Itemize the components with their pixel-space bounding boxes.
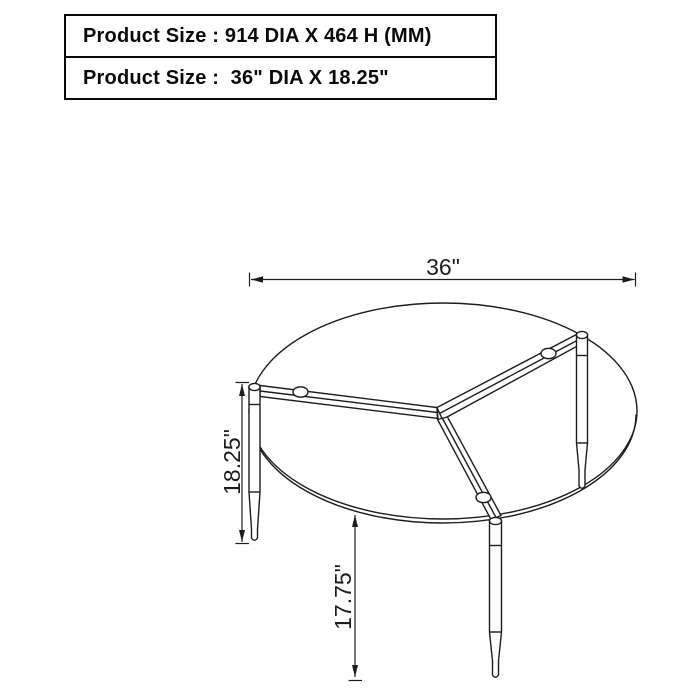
arrow-left-icon xyxy=(251,276,263,282)
dimension-annotations xyxy=(236,273,636,681)
leg-front-body xyxy=(490,521,502,677)
arrow-down-icon xyxy=(239,530,245,542)
leg-right-body xyxy=(577,335,588,488)
leg-front xyxy=(490,517,502,677)
table-height-label: 18.25" xyxy=(219,429,245,495)
spec-row-metric: Product Size : 914 DIA X 464 H (MM) xyxy=(83,24,432,47)
frame-beam-front-edge-line xyxy=(443,419,497,518)
spec-row-imperial: Product Size : 36" DIA X 18.25" xyxy=(66,56,495,98)
leg-right xyxy=(576,331,587,488)
diameter-label: 36" xyxy=(426,254,460,280)
arrow-up-icon xyxy=(239,384,245,396)
leg-right-top-cap xyxy=(576,331,587,338)
connector-cap-left xyxy=(293,387,308,397)
frame-beam-left-edge-line xyxy=(260,391,438,413)
arrow-right-icon xyxy=(623,276,635,282)
leg-height-label: 17.75" xyxy=(330,564,356,630)
leg-left-top-cap xyxy=(249,383,260,390)
arrow-down-icon xyxy=(352,665,358,677)
leg-left xyxy=(249,383,260,540)
leg-front-top-cap xyxy=(490,517,502,524)
connector-cap-front xyxy=(476,492,491,502)
frame-hub-edge xyxy=(437,408,438,420)
frame-beam-right-edge-line xyxy=(440,341,578,414)
connector-cap-right xyxy=(541,348,556,358)
table-legs xyxy=(249,331,588,677)
table-drawing-lines xyxy=(249,303,637,677)
arrow-up-icon xyxy=(352,515,358,527)
leg-left-body xyxy=(249,387,260,540)
